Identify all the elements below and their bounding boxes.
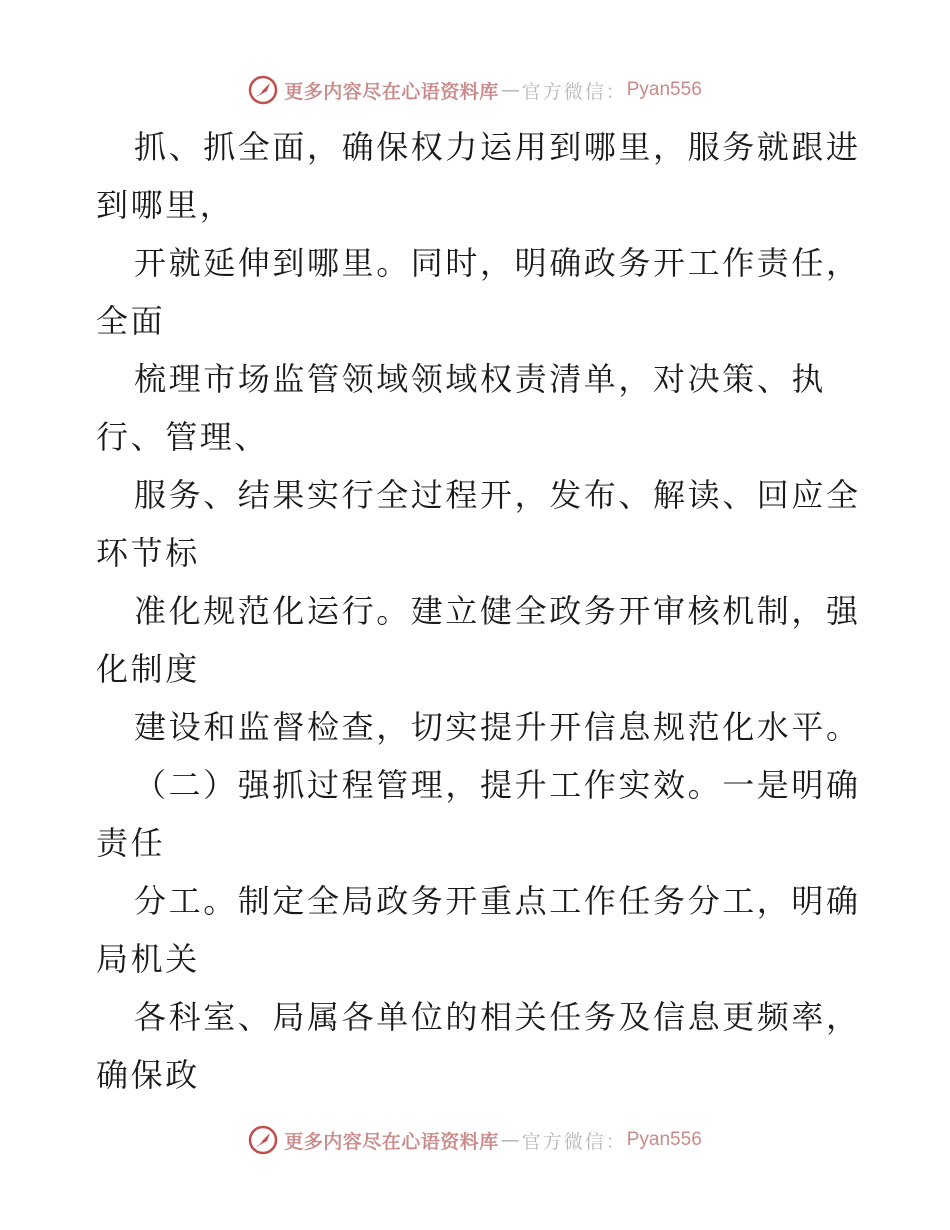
text-line: 开就延伸到哪里。同时，明确政务开工作责任， (134, 244, 861, 282)
quill-logo-icon (248, 75, 278, 105)
quill-logo-icon (248, 1125, 278, 1155)
footer-banner (0, 1120, 950, 1160)
text-line: 各科室、局属各单位的相关任务及信息更频率， (134, 998, 861, 1036)
text-line: 建设和监督检查，切实提升开信息规范化水平。 (134, 708, 861, 746)
banner-site-text: 更多内容尽在心语资料库 (284, 1130, 499, 1153)
text-line: 到哪里， (96, 186, 235, 224)
text-line: 抓、抓全面，确保权力运用到哪里，服务就跟进 (134, 128, 861, 166)
text-line: 准化规范化运行。建立健全政务开审核机制，强 (134, 592, 861, 630)
text-line: 梳理市场监管领域领域权责清单，对决策、执 (134, 360, 827, 398)
banner-wechat-label: 官方微信： (521, 1130, 627, 1153)
header-banner (0, 70, 950, 110)
banner-separator: — (500, 1129, 520, 1151)
text-line: 环节标 (96, 534, 200, 572)
banner-site-text: 更多内容尽在心语资料库 (284, 80, 499, 103)
banner-wechat-id: Pyan556 (626, 1129, 702, 1150)
text-line: 全面 (96, 302, 166, 340)
text-line: 化制度 (96, 650, 200, 688)
banner-wechat-label: 官方微信： (521, 80, 627, 103)
text-line: 服务、结果实行全过程开，发布、解读、回应全 (134, 476, 861, 514)
text-line: 分工。制定全局政务开重点工作任务分工，明确 (134, 882, 861, 920)
text-line: 确保政 (96, 1056, 200, 1094)
text-line: （二）强抓过程管理，提升工作实效。一是明确 (134, 766, 861, 804)
banner-separator: — (500, 79, 520, 101)
banner-wechat-id: Pyan556 (626, 79, 702, 100)
text-line: 责任 (96, 824, 166, 862)
text-line: 局机关 (96, 940, 200, 978)
text-line: 行、管理、 (96, 418, 270, 456)
